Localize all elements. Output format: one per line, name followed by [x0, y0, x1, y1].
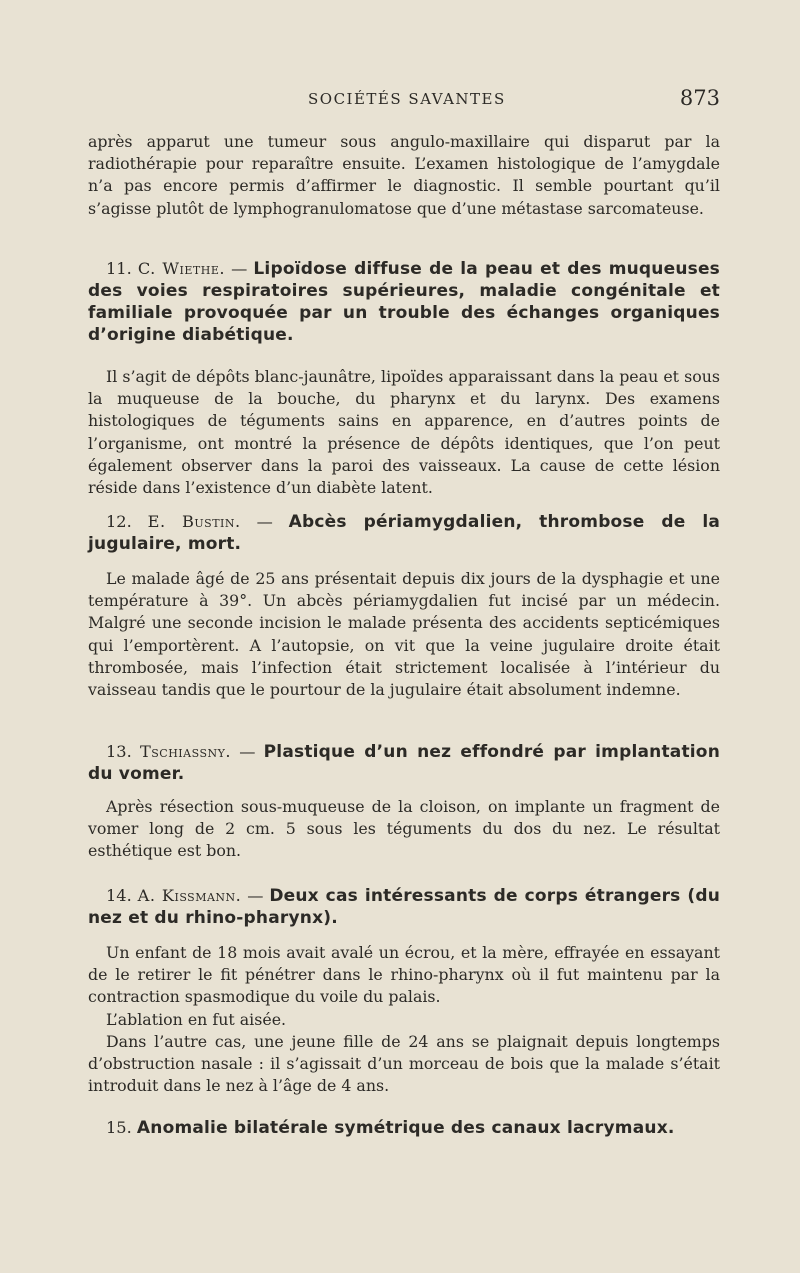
entry-paragraph: Il s’agit de dépôts blanc-jaunâtre, lipoïdes apparaissant dans la peau et sous la muqueuse de la bouche, du pharynx et du larynx. Des examens histologiques de téguments sains en apparence, en d’autres points de l’organisme, ont montré la présence de dépôts identiques, que l’on peut également observer dans la paroi des vaisseaux. La cause de cette lésion réside dans l’existence d’un diabète latent. — [88, 367, 720, 498]
entry-13-body — [88, 796, 720, 863]
entry-dash: — — [256, 512, 273, 531]
entry-title: Deux cas intéressants de corps étrangers (du nez et du rhino-pharynx). — [88, 886, 721, 928]
entry-paragraph: Le malade âgé de 25 ans présentait depuis dix jours de la dysphagie et une température à 39°. Un abcès périamygdalien fut incisé par un médecin. Malgré une seconde incision le malade présenta des accidents septicémiques qui l’emportèrent. A l’autopsie, on vit que la veine jugulaire droite était thrombosée, mais l’infection était strictement localisée à l’intérieur du vaisseau tandis que le pourtour de la jugulaire était absolument indemne. — [88, 569, 720, 700]
entry-heading — [88, 741, 720, 785]
entry-dash: — — [231, 259, 248, 278]
entry-14-body — [88, 942, 720, 1097]
entry-author: Tschiassny. — [139, 742, 232, 761]
intro-block — [88, 131, 720, 220]
entry-dash: — — [239, 742, 256, 761]
entry-14 — [88, 885, 720, 929]
intro-paragraph: après apparut une tumeur sous angulo-maxillaire qui disparut par la radiothérapie pour reparaître ensuite. L’examen histologique de l’amygdale n’a pas encore permis d’affirmer le diagnostic. Il semble pourtant qu’il s’agisse plutôt de lymphogranulomatose que d’une métastase sarcomateuse. — [88, 132, 720, 218]
entry-11-body — [88, 366, 720, 499]
entry-heading — [88, 258, 720, 346]
entry-paragraph: Dans l’autre cas, une jeune fille de 24 ans se plaignait depuis longtemps d’obstruction nasale : il s’agissait d’un morceau de bois que la malade s’était introduit dans le nez à l’âge de 4 ans. — [88, 1031, 720, 1096]
entry-number: 12. — [106, 512, 132, 531]
entry-11 — [88, 258, 720, 346]
entry-paragraph: L’ablation en fut aisée. — [106, 1009, 287, 1029]
entry-12-body — [88, 568, 720, 701]
entry-author: E. Bustin. — [147, 512, 241, 531]
entry-author: A. Kissmann. — [137, 886, 242, 905]
entry-title: Abcès périamygdalien, thrombose de la jugulaire, mort. — [88, 512, 721, 554]
entry-number: 14. — [106, 886, 132, 905]
entry-heading — [88, 511, 720, 555]
entry-12 — [88, 511, 720, 555]
entry-title: Anomalie bilatérale symétrique des canaux lacrymaux. — [136, 1118, 675, 1138]
running-header — [88, 86, 720, 116]
page-number: 873 — [679, 86, 720, 110]
entry-title: Plastique d’un nez effondré par implantation du vomer. — [88, 742, 720, 784]
entry-dash: — — [247, 886, 264, 905]
entry-number: 13. — [106, 742, 132, 761]
entry-heading — [88, 885, 720, 929]
entry-heading — [88, 1117, 720, 1139]
entry-number: 11. — [106, 259, 132, 278]
entry-number: 15. — [106, 1118, 132, 1137]
entry-paragraph: Un enfant de 18 mois avait avalé un écrou, et la mère, effrayée en essayant de le retirer le fit pénétrer dans le rhino-pharynx où il fut maintenu par la contraction spasmodique du voile du palais. — [88, 943, 720, 1007]
entry-13 — [88, 741, 720, 785]
entry-author: C. Wiethe. — [137, 259, 226, 278]
running-title: SOCIÉTÉS SAVANTES — [308, 90, 506, 108]
entry-title: Lipoïdose diffuse de la peau et des muqueuses des voies respiratoires supérieures, maladie congénitale et familiale provoquée par un trouble des échanges organiques d’origine diabétique. — [88, 259, 721, 345]
entry-paragraph: Après résection sous-muqueuse de la cloison, on implante un fragment de vomer long de 2 cm. 5 sous les téguments du dos du nez. Le résultat esthétique est bon. — [88, 797, 720, 861]
entry-15 — [88, 1117, 720, 1139]
